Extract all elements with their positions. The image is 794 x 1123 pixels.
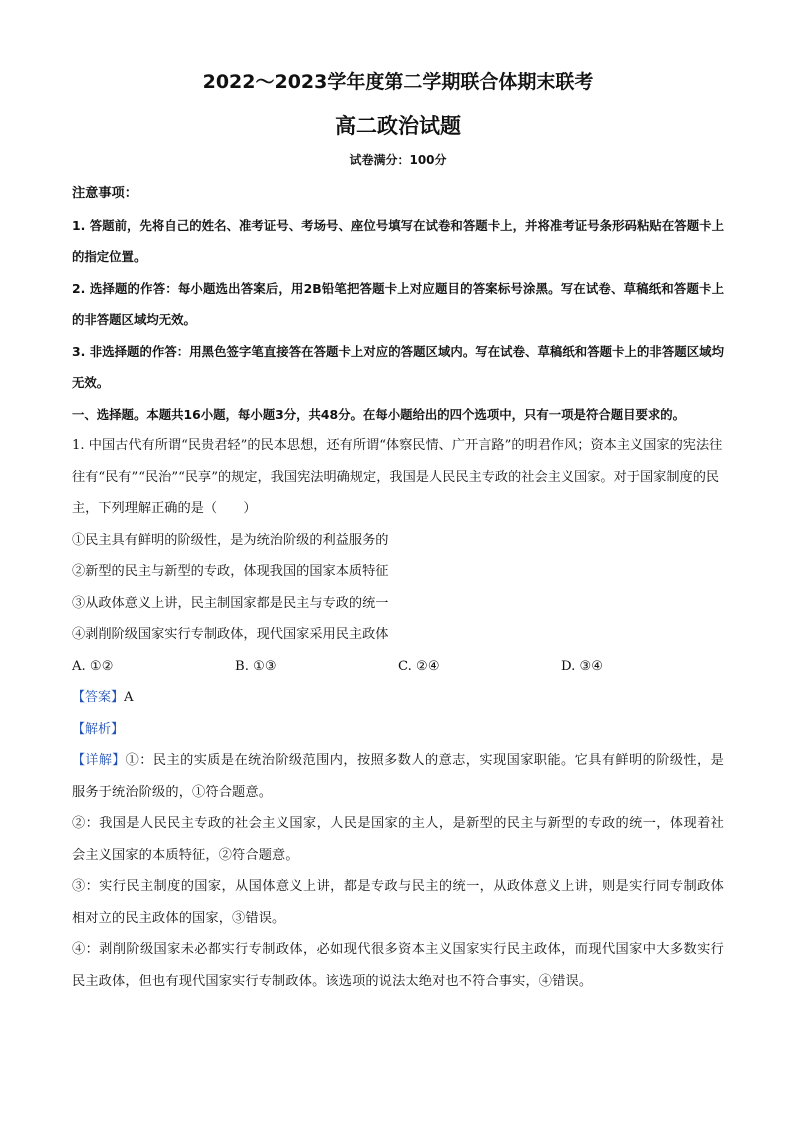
exam-page	[72, 62, 724, 997]
analysis-line	[72, 714, 724, 746]
options-row	[72, 651, 724, 683]
statement-4: ④剥削阶级国家实行专制政体，现代国家采用民主政体	[72, 627, 389, 642]
answer-line	[72, 682, 724, 714]
statement-3: ③从政体意义上讲，民主制国家都是民主与专政的统一	[72, 595, 389, 611]
full-score: 试卷满分：100分	[349, 153, 447, 167]
analysis-paragraph-4: ④：剥削阶级国家未必都实行专制政体，必如现代很多资本主义国家实行民主政体，而现代国家中大多数实行民主政体，但也有现代国家实行专制政体。该选项的说法太绝对也不符合事实，④错误。	[72, 942, 724, 989]
statement-2: ②新型的民主与新型的专政，体现我国的国家本质特征	[72, 564, 389, 579]
note-item-2: 2. 选择题的作答：每小题选出答案后，用2B铅笔把答题卡上对应题目的答案标号涂黑。写在试卷、草稿纸和答题卡上的非答题区域均无效。	[72, 280, 724, 327]
notes-label: 注意事项：	[72, 186, 138, 201]
note-item-1: 1. 答题前，先将自己的姓名、准考证号、考场号、座位号填写在试卷和答题卡上，并将准考证号条形码粘贴在答题卡上的指定位置。	[72, 217, 724, 264]
question-stem: 1. 中国古代有所谓“民贵君轻”的民本思想，还有所谓“体察民情、广开言路”的明君作风；资本主义国家的宪法往往有“民有”“民治”“民享”的规定，我国宪法明确规定，我国是人民民主专政的社会主义国家。对于国家制度的民主，下列理解正确的是（ ）	[72, 438, 723, 516]
option-b: B. ①③	[235, 658, 277, 674]
answer-label: 【答案】	[72, 690, 125, 705]
section-heading: 一、选择题。本题共16小题，每小题3分，共48分。在每小题给出的四个选项中，只有一项是符合题目要求的。	[72, 406, 686, 422]
answer-value: A	[124, 690, 134, 705]
option-a: A. ①②	[72, 658, 114, 674]
statement-1: ①民主具有鲜明的阶级性，是为统治阶级的利益服务的	[72, 532, 389, 548]
analysis-paragraph-3: ③：实行民主制度的国家，从国体意义上讲，都是专政与民主的统一，从政体意义上讲，则是实行同专制政体相对立的民主政体的国家，③错误。	[72, 879, 724, 926]
analysis-label: 【解析】	[72, 721, 125, 737]
note-item-3: 3. 非选择题的作答：用黑色签字笔直接答在答题卡上对应的答题区域内。写在试卷、草稿纸和答题卡上的非答题区域均无效。	[72, 343, 724, 390]
exam-subtitle: 高二政治试题	[335, 114, 461, 138]
exam-title: 2022～2023学年度第二学期联合体期末联考	[202, 71, 594, 93]
option-d: D. ③④	[561, 658, 604, 674]
analysis-paragraph-1: 【详解】①：民主的实质是在统治阶级范围内，按照多数人的意志，实现国家职能。它具有鲜明的阶级性，是服务于统治阶级的，①符合题意。	[72, 753, 724, 800]
detail-label: 【详解】	[72, 753, 126, 768]
analysis-paragraph-2: ②：我国是人民民主专政的社会主义国家，人民是国家的主人，是新型的民主与新型的专政的统一，体现着社会主义国家的本质特征，②符合题意。	[72, 816, 724, 863]
option-c: C. ②④	[398, 658, 440, 674]
